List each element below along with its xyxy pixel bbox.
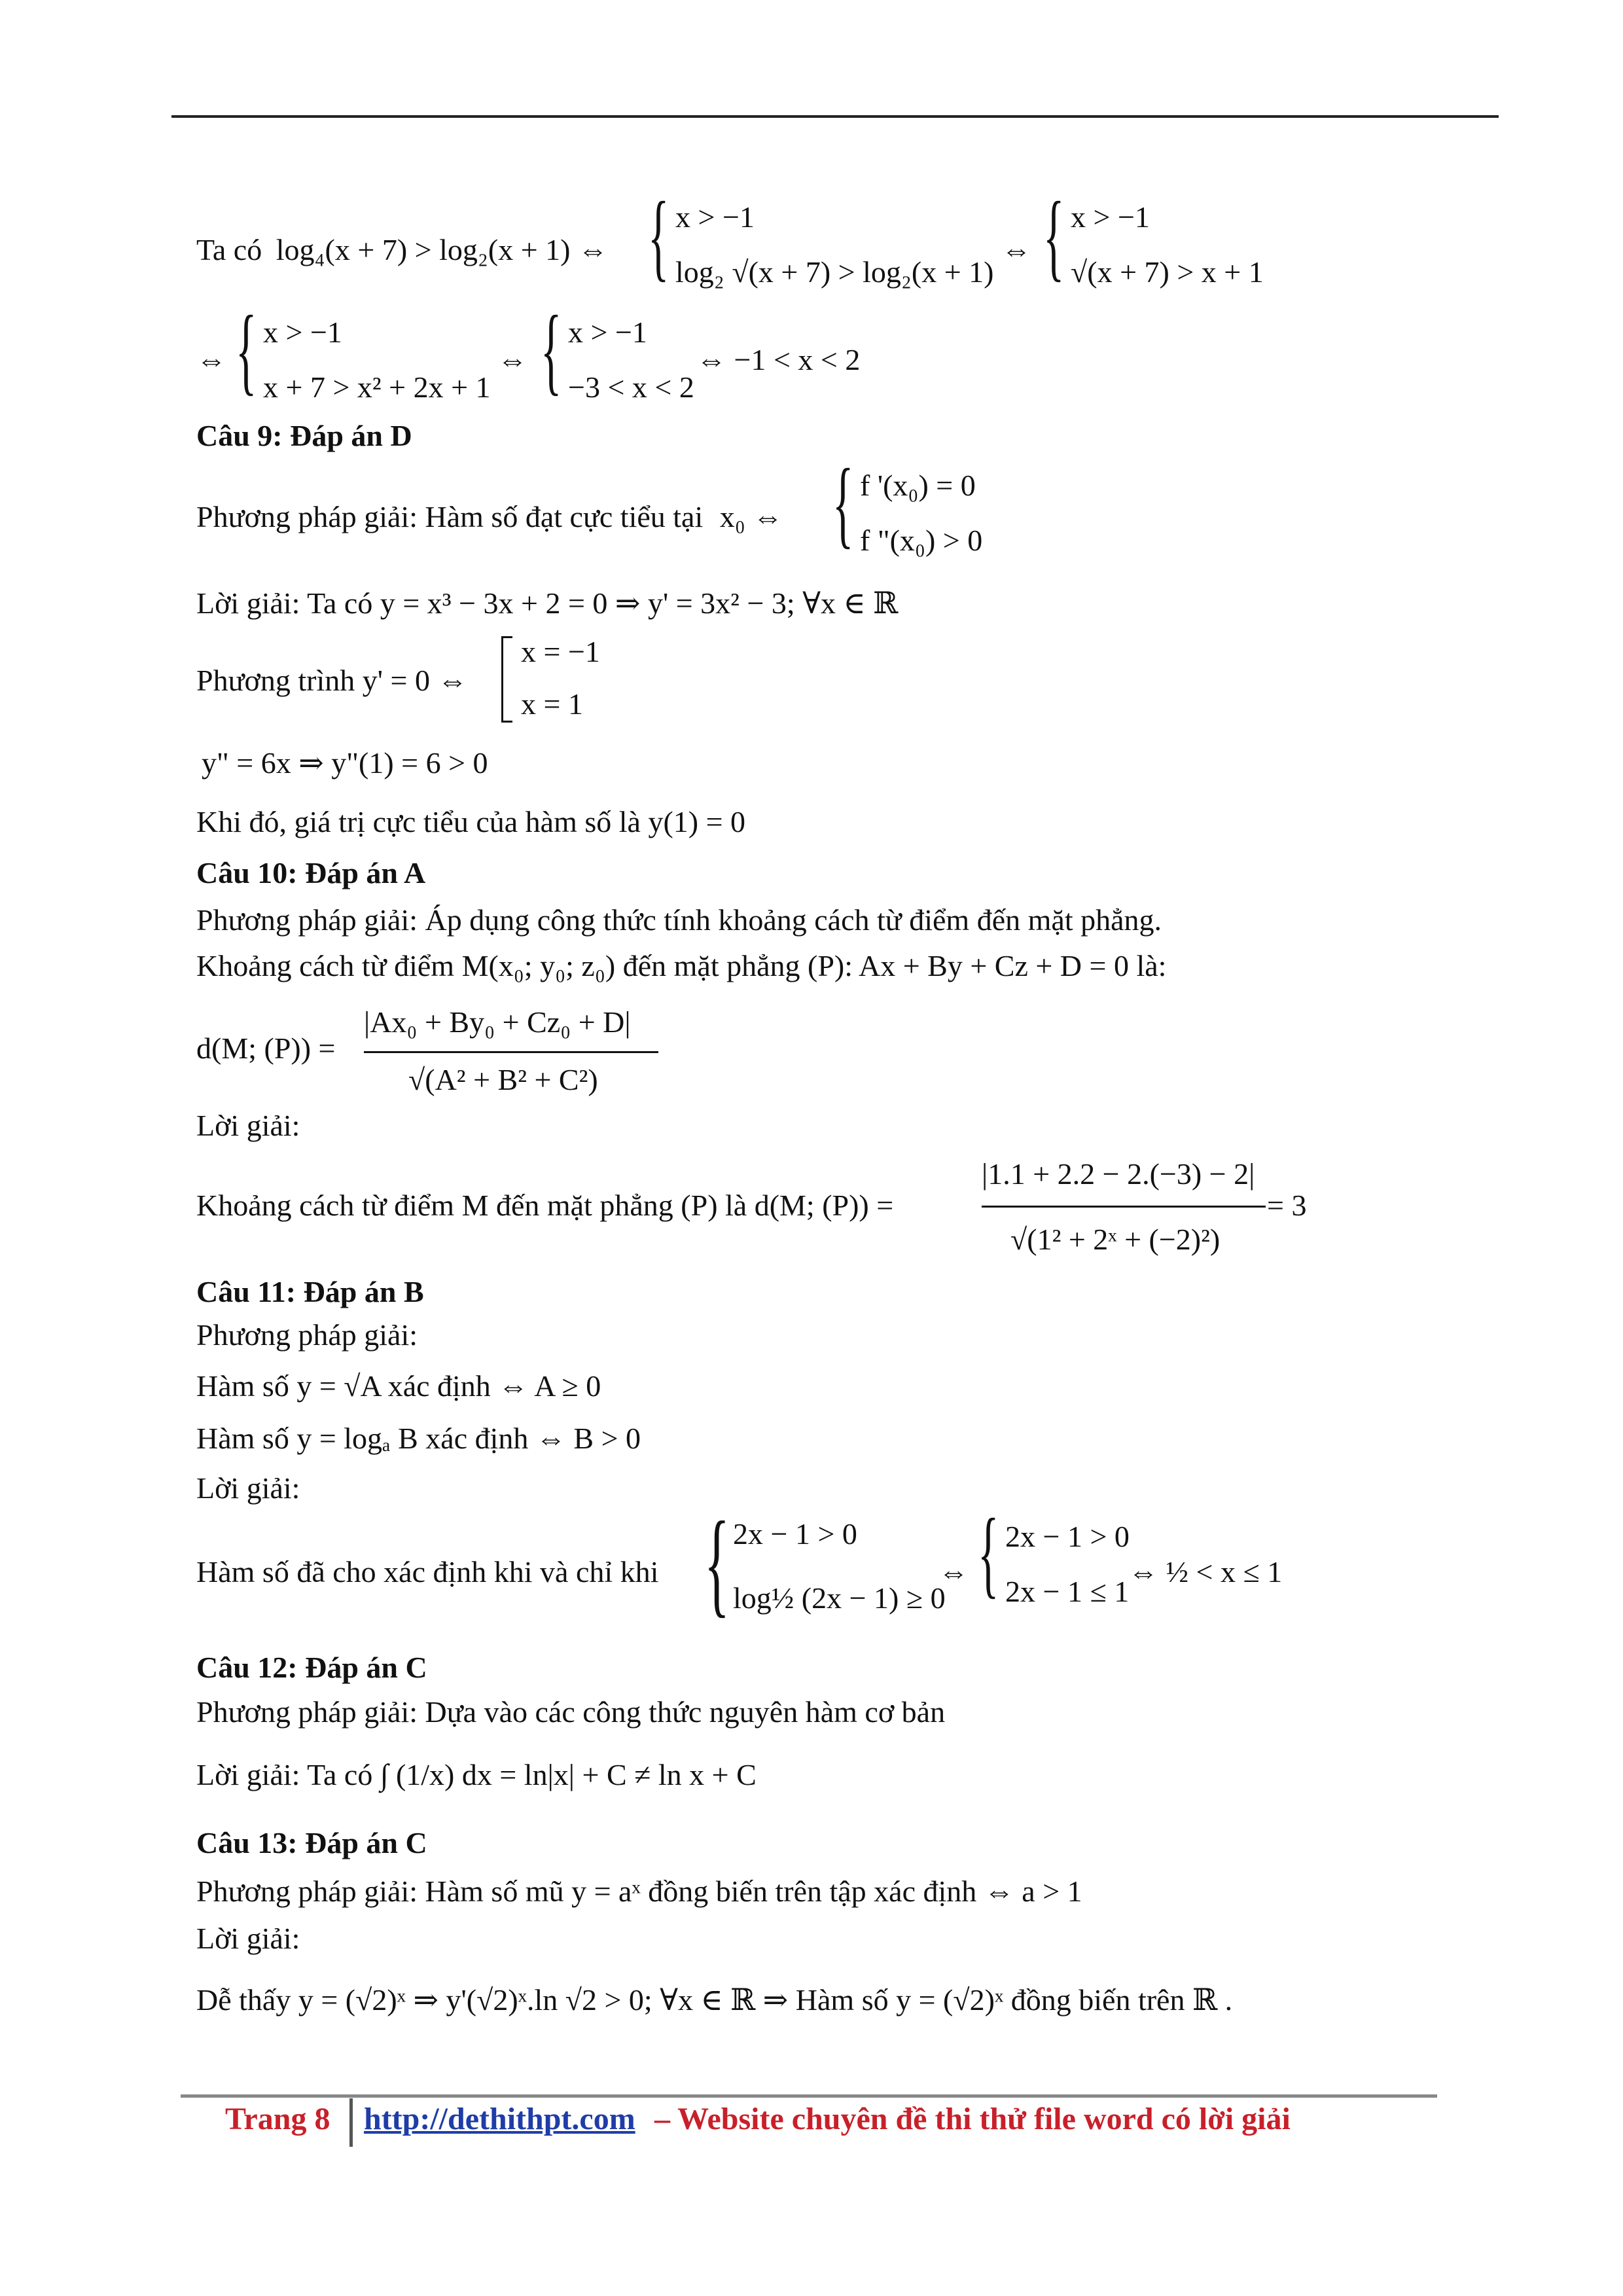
q10-fraction-bar <box>364 1051 658 1053</box>
q10-heading: Câu 10: Đáp án A <box>196 856 426 889</box>
header-rule <box>171 115 1499 118</box>
q11-equiv: ⇔ <box>938 1555 969 1588</box>
footer-page-number: Trang 8 <box>225 2102 330 2136</box>
q10-distance-statement: Khoảng cách từ điểm M(x₀; y₀; z₀) đến mặt phẳng (P): Ax + By + Cz + D = 0 là: <box>196 949 1167 982</box>
q11-heading: Câu 11: Đáp án B <box>196 1275 424 1308</box>
q9-second-derivative: y" = 6x ⇒ y"(1) = 6 > 0 <box>202 746 488 780</box>
footer-tagline: – Website chuyên đề thi thử file word có lời giải <box>654 2102 1291 2136</box>
footer-website-link[interactable]: http://dethithpt.com <box>364 2102 635 2136</box>
q10-result-value: = 3 <box>1267 1189 1307 1222</box>
footer-divider <box>349 2098 353 2147</box>
q11-answer: ⇔ ½ < x ≤ 1 <box>1128 1555 1283 1588</box>
q13-solution-label: Lời giải: <box>196 1922 300 1955</box>
q10-result-denominator: √(1² + 2ˣ + (−2)²) <box>1010 1223 1221 1256</box>
q13-method: Phương pháp giải: Hàm số mũ y = aˣ đồng biến trên tập xác định ⇔ a > 1 <box>196 1874 1082 1908</box>
q10-solution-label: Lời giải: <box>196 1109 300 1142</box>
q11-condition-text: Hàm số đã cho xác định khi và chỉ khi <box>196 1555 659 1588</box>
q8-equiv-3: ⇔ <box>497 343 527 376</box>
q9-solution: Lời giải: Ta có y = x³ − 3x + 2 = 0 ⇒ y' = 3x² − 3; ∀x ∈ ℝ <box>196 586 899 620</box>
q12-method: Phương pháp giải: Dựa vào các công thức nguyên hàm cơ bản <box>196 1695 946 1729</box>
q9-method: Phương pháp giải: Hàm số đạt cực tiểu tại x₀ ⇔ <box>196 500 783 533</box>
q12-heading: Câu 12: Đáp án C <box>196 1651 427 1684</box>
q11-solution-label: Lời giải: <box>196 1471 300 1505</box>
q11-rule-sqrt: Hàm số y = √A xác định ⇔ A ≥ 0 <box>196 1369 601 1403</box>
q10-formula-lhs: d(M; (P)) = <box>196 1031 336 1065</box>
document-page: Ta có log₄(x + 7) > log₂(x + 1) ⇔ { x > −1 log₂ √(x + 7) > log₂(x + 1) ⇔ { x > −1 √(x + 7) > x + 1 ⇔ { x > −1 x + 7 > x² + 2x + 1 ⇔ { x > −1 −3 < x < 2 ⇔ −1 < x < 2 Câu 9: Đáp án D Phương pháp giải: Hàm số đạt cực tiểu tại x₀ ⇔ { f '(x₀) = 0 f "(x₀) > 0 Lời giải: Ta có y = x³ − 3x + 2 = 0 ⇒ y' = 3x² − 3; ∀x ∈ ℝ Phương trình y' = 0 ⇔ x = −1 x = 1 y" = 6x ⇒ y"(1) = 6 > 0 Khi đó, giá trị cực tiểu của hàm số là y(1) = 0 Câu 10: Đáp án A Phương pháp giải: Áp dụng công thức tính khoảng cách từ điểm đến mặt phẳng. Khoảng cách từ điểm M(x₀; y₀; z₀) đến mặt phẳng (P): Ax + By + Cz + D = 0 là: d(M; (P)) = |Ax₀ + By₀ + Cz₀ + D| √(A² + B² + C²) Lời giải: Khoảng cách từ điểm M đến mặt phẳng (P) là d(M; (P)) = |1.1 + 2.2 − 2.(−3) − 2| √(1² + 2ˣ + (−2)²) = 3 Câu 11: Đáp án B Phương pháp giải: Hàm số y = √A xác định ⇔ A ≥ 0 Hàm số y = logₐ B xác định ⇔ B > 0 Lời giải: Hàm số đã cho xác định khi và chỉ khi { 2x − 1 > 0 log½ (2x − 1) ≥ 0 ⇔ { 2x − 1 > 0 2x − 1 ≤ 1 ⇔ ½ < x ≤ 1 Câu 12: Đáp án C Phương pháp giải: Dựa vào các công thức nguyên hàm cơ bản Lời giải: Ta có ∫ (1/x) dx = ln|x| + C ≠ ln x + C Câu 13: Đáp án C Phương pháp giải: Hàm số mũ y = aˣ đồng biến trên tập xác định ⇔ a > 1 Lời giải: Dễ thấy y = (√2)ˣ ⇒ y'(√2)ˣ.ln √2 > 0; ∀x ∈ ℝ ⇒ Hàm số y = (√2)ˣ đồng biến trên ℝ . Trang 8 http://dethithpt.com – Website chuyên đề thi thử file word có lời giải <box>0 0 1623 2296</box>
q9-equation: Phương trình y' = 0 ⇔ <box>196 664 468 697</box>
q8-equiv-2: ⇔ <box>196 343 226 376</box>
q9-heading: Câu 9: Đáp án D <box>196 419 412 452</box>
q13-solution: Dễ thấy y = (√2)ˣ ⇒ y'(√2)ˣ.ln √2 > 0; ∀x ∈ ℝ ⇒ Hàm số y = (√2)ˣ đồng biến trên ℝ . <box>196 1983 1233 2017</box>
q10-method: Phương pháp giải: Áp dụng công thức tính khoảng cách từ điểm đến mặt phẳng. <box>196 903 1162 937</box>
q9-conclusion: Khi đó, giá trị cực tiểu của hàm số là y(1) = 0 <box>196 805 746 838</box>
q8-intro: Ta có log₄(x + 7) > log₂(x + 1) ⇔ <box>196 233 608 266</box>
q10-result-text: Khoảng cách từ điểm M đến mặt phẳng (P) là d(M; (P)) = <box>196 1189 894 1222</box>
q10-result-numerator: |1.1 + 2.2 − 2.(−3) − 2| <box>982 1157 1255 1191</box>
q8-equiv-1: ⇔ <box>1001 233 1031 266</box>
q10-formula-numerator: |Ax₀ + By₀ + Cz₀ + D| <box>364 1005 631 1039</box>
q13-heading: Câu 13: Đáp án C <box>196 1826 427 1859</box>
q10-formula-denominator: √(A² + B² + C²) <box>408 1063 598 1096</box>
q12-solution: Lời giải: Ta có ∫ (1/x) dx = ln|x| + C ≠ ln x + C <box>196 1758 757 1791</box>
q11-rule-log: Hàm số y = logₐ B xác định ⇔ B > 0 <box>196 1422 641 1455</box>
q11-method-label: Phương pháp giải: <box>196 1318 418 1352</box>
footer-rule <box>181 2094 1437 2098</box>
q10-result-fraction-bar <box>982 1206 1266 1208</box>
q8-result: ⇔ −1 < x < 2 <box>696 343 861 376</box>
